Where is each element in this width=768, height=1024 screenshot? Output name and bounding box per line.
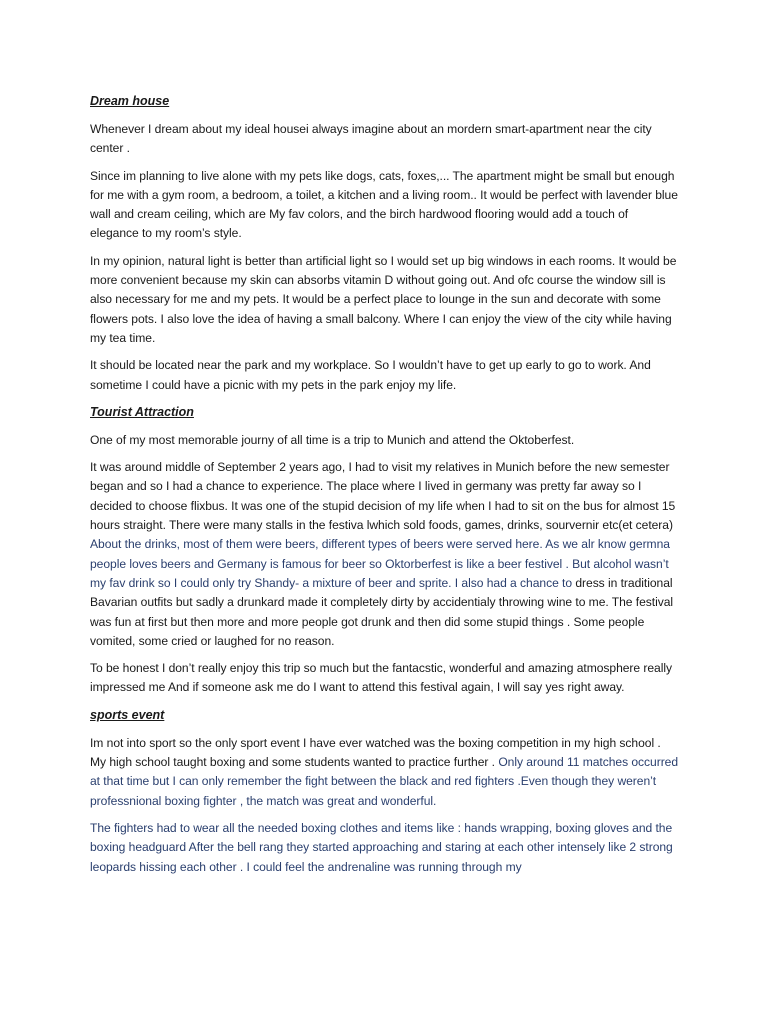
section-heading-sports-event: sports event bbox=[90, 707, 165, 722]
paragraph bbox=[90, 458, 680, 651]
paragraph-text: Since im planning to live alone with my pets like dogs, cats, foxes,... The apartment might be small but enough for me with a gym room, a bedroom, a toilet, a kitchen and a living room.. It would be perfect with lavender blue wall and cream ceiling, which are My fav colors, and the birch hardwood flooring would add a touch of elegance to my room’s style. bbox=[90, 168, 678, 241]
paragraph-text: It was around middle of September 2 years ago, I had to visit my relatives in Munich before the new semester began and so I had a chance to experience. The place where I lived in germany was pretty far away so I decided to choose flixbus. It was one of the stupid decision of my life when I had to sit on the bus for almost 15 hours straight. There were many stalls in the festiva lwhich sold foods, games, drinks, sourvernir etc(et cetera) bbox=[90, 460, 676, 533]
paragraph-text: Whenever I dream about my ideal housei always imagine about an mordern smart-apartment near the city center . bbox=[90, 122, 652, 156]
paragraph-text-highlighted: About the drinks, most of them were beers, different types of beers were served here. As we alr know germna people loves beers and Germany is famous for beer so Oktorberfest is like a beer festivel . But alcohol wasn’t my fav drink so I could only try Shandy- a mixture of beer and sprite. I also had a chance to bbox=[90, 537, 670, 590]
paragraph-text: In my opinion, natural light is better than artificial light so I would set up big windows in each rooms. It would be more convenient because my skin can absorbs vitamin D without going out. And ofc course the window sill is also necessary for me and my pets. It would be a perfect place to lounge in the sun and decorate with some flowers pots. I also love the idea of having a small balcony. Where I can enjoy the view of the city while having my tea time. bbox=[90, 253, 677, 345]
paragraph bbox=[90, 819, 680, 877]
paragraph-text-highlighted: Only around 11 matches occurred at that time but I can only remember the fight between the black and red fighters .Even though they weren’t professnional boxing fighter , the match was great and wonderful. bbox=[90, 755, 679, 808]
section-heading-dream-house: Dream house bbox=[90, 94, 170, 108]
paragraph-text-highlighted: The fighters had to wear all the needed boxing clothes and items like : hands wrapping, boxing gloves and the boxing headguard After the bell rang they started approaching and staring at each other intensely like 2 strong leopards hissing each other . I could feel the andrenaline was running through my bbox=[90, 820, 673, 874]
paragraph-text: One of my most memorable journy of all time is a trip to Munich and attend the Oktoberfest. bbox=[90, 432, 575, 447]
section-heading-tourist-attraction: Tourist Attraction bbox=[90, 404, 194, 419]
paragraph-text: dress in traditional Bavarian outfits but sadly a drunkard made it completely dirty by accidentialy throwing wine to me. The festival was fun at first but then more and more people got drunk and then did some stupid things . Some people vomited, some cried or laughed for no reason. bbox=[90, 575, 674, 648]
paragraph-text: Im not into sport so the only sport event I have ever watched was the boxing competition in my high school . My high school taught boxing and some students wanted to practice further . bbox=[90, 735, 661, 770]
paragraph-text: To be honest I don’t really enjoy this trip so much but the fantacstic, wonderful and amazing atmosphere really impressed me And if someone ask me do I want to attend this festival again, I will say yes right away. bbox=[90, 661, 672, 695]
paragraph bbox=[90, 252, 680, 348]
document-page bbox=[90, 92, 680, 885]
paragraph bbox=[90, 120, 680, 159]
paragraph-text: It should be located near the park and my workplace. So I wouldn’t have to get up early to go to work. And sometime I could have a picnic with my pets in the park enjoy my life. bbox=[90, 358, 651, 392]
paragraph bbox=[90, 167, 680, 244]
paragraph bbox=[90, 734, 680, 811]
paragraph bbox=[90, 659, 680, 698]
paragraph bbox=[90, 431, 680, 450]
paragraph bbox=[90, 356, 680, 395]
